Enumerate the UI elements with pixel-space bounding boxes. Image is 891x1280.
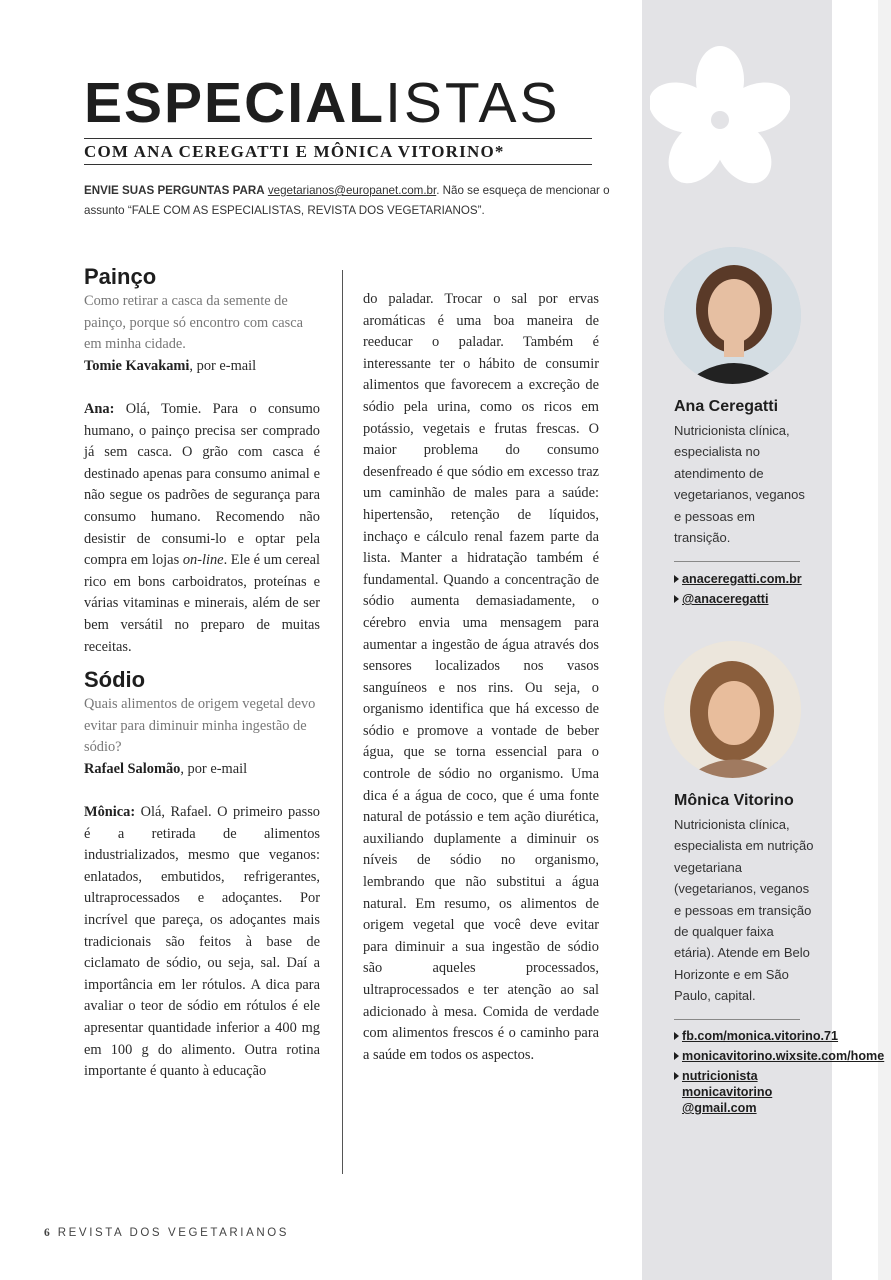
email-link[interactable]: nutricionista monicavitorino @gmail.com: [682, 1069, 773, 1115]
links-monica: [674, 1028, 885, 1120]
intro-body: . Não se esqueça de mencionar o assunto “FALE COM AS ESPECIALISTAS, REVISTA DOS VEGETARIANOS”.: [84, 184, 610, 217]
avatar-monica: [664, 641, 801, 778]
contact-email-link[interactable]: vegetarianos@europanet.com.br: [267, 184, 437, 197]
links-ana: [674, 571, 802, 611]
specialist-name-monica: Mônica Vitorino: [674, 792, 794, 809]
divider: [84, 138, 592, 139]
website-link[interactable]: anaceregatti.com.br: [682, 572, 802, 586]
link-item[interactable]: [674, 1028, 839, 1044]
article-column-2: [363, 289, 599, 1066]
link-item[interactable]: [674, 571, 802, 587]
website-link[interactable]: monicavitorino.wixsite.com/home: [682, 1049, 885, 1063]
social-link[interactable]: @anaceregatti: [682, 592, 769, 606]
avatar-ana: [664, 247, 801, 384]
answer-text: . Ele é um cereal rico em bons carboidratos, proteínas e várias vitaminas e minerais, além de ser bem versátil no preparo de muitas receitas.: [84, 552, 320, 655]
specialist-name-ana: Ana Ceregatti: [674, 398, 779, 415]
question-painco: Como retirar a casca da semente de painço, porque só encontro com casca em minha cidade.: [84, 293, 303, 353]
facebook-link[interactable]: fb.com/monica.vitorino.71: [682, 1029, 839, 1043]
answer-text: Olá, Rafael. O primeiro passo é a retirada de alimentos industrializados, mesmo que veganos: enlatados, embutidos, refrigerantes, ultraprocessados e adoçantes. Por incrível que pareça, os adoçantes mais tradicionais são feitos à base de ciclamato de sódio, ou seja, sal. Daí a importância em ler rótulos. A dica para avaliar o teor de sódio em rótulos é ele apresentar quantidade inferior a 400 mg em 100 g do alimento. Outra rotina importante é quanto à educação: [84, 804, 320, 1080]
page-title: [84, 71, 608, 135]
answer-sodio-part1: [84, 802, 320, 1083]
column-divider: [342, 270, 343, 1174]
publication-name: REVISTA DOS VEGETARIANOS: [57, 1227, 290, 1239]
asker-name: Tomie Kavakami: [84, 357, 190, 374]
divider: [674, 1019, 800, 1020]
page-number: 6: [44, 1227, 50, 1239]
answer-sodio-part2: do paladar. Trocar o sal por ervas aromáticas é uma boa maneira de reeducar o paladar. Também é interessante ter o hábito de consumir alimentos que favorecem a excreção de sódio pela urina, como os ricos em potássio, vegetais e frutas frescas. O maior problema do consumo desenfreado é que sódio em excesso traz um caminhão de males para a saúde: hipertensão, retenção de líquidos, inchaço e cálculo renal fazem parte da lista. Manter a hidratação também é fundamental. Quando a concentração de sódio aumenta demasiadamente, o cérebro envia uma mensagem para aumentar a ingestão de água através dos sensores localizados nos vasos sanguíneos e nos rins. Ou seja, o organismo identifica que há excesso de sódio e promove a vontade de beber água, que se torna essencial para o controle de sódio no organismo. Uma dica é a água de coco, que é uma fonte natural de potássio e tem ação diurética, auxiliando duplamente a diminuir os níveis de sódio no organismo, lembrando que não substitui a água natural. Em resumo, os alimentos de origem vegetal que você deve evitar para diminuir a sua ingestão de sódio são aqueles processados, ultraprocessados e ter atenção ao sal adicionado à mesa. Comida de verdade com alimentos frescos é o caminho para a saúde em todos os aspectos.: [363, 291, 599, 1063]
section-title-sodio: Sódio: [84, 667, 146, 693]
intro-text: [84, 181, 614, 221]
page-edge: [878, 0, 891, 1280]
section-title-painco: Painço: [84, 264, 157, 289]
asker-via: , por e-mail: [180, 760, 248, 777]
speaker-monica: Mônica:: [84, 804, 136, 821]
asker-sodio: [84, 759, 320, 781]
flower-icon: [650, 42, 790, 192]
answer-emphasis: on-line: [182, 552, 224, 569]
byline: COM ANA CEREGATTI E MÔNICA VITORINO*: [84, 142, 505, 161]
intro-lead: ENVIE SUAS PERGUNTAS PARA: [84, 184, 265, 197]
answer-painco: [84, 399, 320, 658]
asker-via: , por e-mail: [189, 357, 257, 374]
asker-name: Rafael Salomão: [84, 760, 181, 777]
link-item[interactable]: [674, 1068, 804, 1116]
title-bold: ESPECIAL: [84, 71, 386, 135]
title-thin: ISTAS: [385, 71, 561, 135]
asker-painco: [84, 356, 320, 378]
article-column-1: [84, 263, 320, 1083]
page-footer: [44, 1227, 289, 1239]
question-sodio: Quais alimentos de origem vegetal devo evitar para diminuir minha ingestão de sódio?: [84, 696, 316, 756]
specialist-desc-ana: Nutricionista clínica, especialista no atendimento de vegetarianos, veganos e pessoas em transição.: [674, 423, 805, 546]
divider: [674, 561, 800, 562]
answer-text: Olá, Tomie. Para o consumo humano, o painço precisa ser comprado já sem casca. O grão com casca é destinado apenas para consumo animal e não segue os padrões de segurança para consumo humano. Recomendo não desistir de consumi-lo e optar pela compra em lojas: [84, 400, 320, 569]
link-item[interactable]: [674, 591, 802, 607]
specialist-desc-monica: Nutricionista clínica, especialista em nutrição vegetariana (vegetarianos, veganos e pessoas em transição de qualquer faixa etária). Atende em Belo Horizonte e em São Paulo, capital.: [674, 817, 814, 1004]
speaker-ana: Ana:: [84, 400, 115, 417]
link-item[interactable]: [674, 1048, 885, 1064]
divider: [84, 164, 592, 165]
